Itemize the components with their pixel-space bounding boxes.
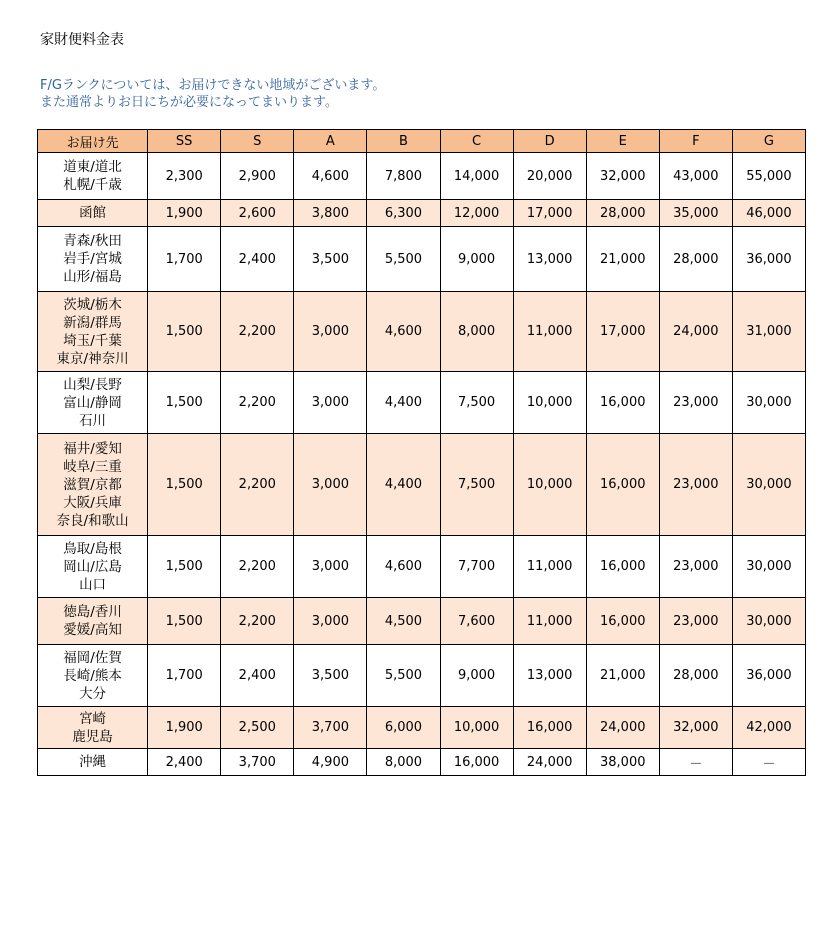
price-cell: 21,000 xyxy=(586,645,659,707)
region-name: 愛媛/高知 xyxy=(63,622,122,638)
price-cell: 1,500 xyxy=(148,434,221,536)
price-cell: 4,400 xyxy=(367,434,440,536)
table-row xyxy=(38,372,806,434)
notice-line-1: F/Gランクについては、お届けできない地域がございます。 xyxy=(40,78,386,93)
region-name: 東京/神奈川 xyxy=(56,350,129,367)
region-cell xyxy=(38,372,148,434)
price-cell: 10,000 xyxy=(513,372,586,434)
region-cell xyxy=(38,227,148,292)
price-cell: 43,000 xyxy=(659,153,732,200)
price-cell: 16,000 xyxy=(586,536,659,598)
price-cell: 1,500 xyxy=(148,536,221,598)
region-cell xyxy=(38,707,148,749)
price-cell: 24,000 xyxy=(586,707,659,749)
region-name: 福岡/佐賀 xyxy=(63,649,122,666)
price-cell: 1,900 xyxy=(148,707,221,749)
region-name: 徳島/香川 xyxy=(63,604,122,620)
region-name: 山形/福島 xyxy=(63,269,122,285)
price-cell: 30,000 xyxy=(732,434,805,536)
region-name: 奈良/和歌山 xyxy=(56,512,129,529)
price-cell: 4,900 xyxy=(294,749,367,776)
price-cell: － xyxy=(659,749,732,776)
price-cell: 3,000 xyxy=(294,598,367,645)
header-destination: お届け先 xyxy=(38,130,148,153)
region-name: 岩手/宮城 xyxy=(63,251,122,267)
header-rank-ss: SS xyxy=(148,130,221,153)
page-title: 家財便料金表 xyxy=(40,32,124,48)
region-name: 山口 xyxy=(79,576,107,593)
price-cell: 5,500 xyxy=(367,645,440,707)
price-cell: 2,400 xyxy=(148,749,221,776)
price-cell: 2,900 xyxy=(221,153,294,200)
table-row xyxy=(38,227,806,292)
header-rank-g: G xyxy=(732,130,805,153)
table-row xyxy=(38,598,806,645)
region-name: 福井/愛知 xyxy=(63,440,122,457)
price-cell: 1,500 xyxy=(148,292,221,372)
region-name: 札幌/千歳 xyxy=(63,177,122,193)
region-name: 長崎/熊本 xyxy=(63,667,122,684)
region-name: 沖縄 xyxy=(79,754,107,770)
price-cell: 30,000 xyxy=(732,372,805,434)
table-row xyxy=(38,292,806,372)
price-cell: 16,000 xyxy=(440,749,513,776)
price-cell: 2,200 xyxy=(221,372,294,434)
table-row xyxy=(38,200,806,227)
region-name: 埼玉/千葉 xyxy=(63,332,122,349)
price-cell: 16,000 xyxy=(586,598,659,645)
price-cell: 3,700 xyxy=(221,749,294,776)
region-name: 大分 xyxy=(79,685,107,702)
price-cell: 4,400 xyxy=(367,372,440,434)
region-name: 大阪/兵庫 xyxy=(63,494,122,511)
table-row xyxy=(38,645,806,707)
header-row xyxy=(38,130,806,153)
price-cell: 2,400 xyxy=(221,645,294,707)
region-name: 鹿児島 xyxy=(72,728,113,745)
price-cell: 3,000 xyxy=(294,292,367,372)
table-row xyxy=(38,434,806,536)
price-cell: － xyxy=(732,749,805,776)
price-cell: 8,000 xyxy=(367,749,440,776)
price-cell: 36,000 xyxy=(732,227,805,292)
price-cell: 16,000 xyxy=(586,372,659,434)
price-cell: 7,800 xyxy=(367,153,440,200)
price-cell: 2,200 xyxy=(221,598,294,645)
region-cell xyxy=(38,200,148,227)
price-cell: 2,200 xyxy=(221,292,294,372)
price-cell: 1,700 xyxy=(148,227,221,292)
region-cell xyxy=(38,598,148,645)
price-cell: 9,000 xyxy=(440,645,513,707)
header-rank-f: F xyxy=(659,130,732,153)
price-cell: 38,000 xyxy=(586,749,659,776)
price-cell: 7,600 xyxy=(440,598,513,645)
price-cell: 3,700 xyxy=(294,707,367,749)
region-name: 新潟/群馬 xyxy=(63,314,122,331)
region-cell xyxy=(38,153,148,200)
table-row xyxy=(38,749,806,776)
region-cell xyxy=(38,536,148,598)
price-cell: 21,000 xyxy=(586,227,659,292)
region-cell xyxy=(38,434,148,536)
price-cell: 7,500 xyxy=(440,434,513,536)
price-cell: 16,000 xyxy=(513,707,586,749)
header-rank-d: D xyxy=(513,130,586,153)
price-cell: 35,000 xyxy=(659,200,732,227)
price-cell: 12,000 xyxy=(440,200,513,227)
region-name: 宮崎 xyxy=(79,710,107,727)
price-cell: 3,000 xyxy=(294,434,367,536)
table-row xyxy=(38,536,806,598)
price-cell: 17,000 xyxy=(586,292,659,372)
price-cell: 8,000 xyxy=(440,292,513,372)
price-cell: 2,400 xyxy=(221,227,294,292)
price-cell: 3,800 xyxy=(294,200,367,227)
price-cell: 4,600 xyxy=(294,153,367,200)
region-cell xyxy=(38,645,148,707)
price-cell: 2,200 xyxy=(221,536,294,598)
price-cell: 3,500 xyxy=(294,227,367,292)
region-name: 滋賀/京都 xyxy=(63,476,122,493)
price-cell: 24,000 xyxy=(513,749,586,776)
notice-text xyxy=(40,77,385,111)
region-name: 山梨/長野 xyxy=(63,376,122,393)
price-cell: 3,000 xyxy=(294,536,367,598)
price-cell: 17,000 xyxy=(513,200,586,227)
price-cell: 24,000 xyxy=(659,292,732,372)
region-name: 函館 xyxy=(79,205,107,221)
price-cell: 4,600 xyxy=(367,292,440,372)
region-name: 岡山/広島 xyxy=(63,558,122,575)
price-cell: 10,000 xyxy=(440,707,513,749)
price-cell: 36,000 xyxy=(732,645,805,707)
price-cell: 16,000 xyxy=(586,434,659,536)
header-rank-b: B xyxy=(367,130,440,153)
price-cell: 32,000 xyxy=(659,707,732,749)
price-cell: 28,000 xyxy=(586,200,659,227)
header-rank-c: C xyxy=(440,130,513,153)
price-cell: 23,000 xyxy=(659,598,732,645)
region-name: 青森/秋田 xyxy=(63,233,122,249)
price-cell: 1,900 xyxy=(148,200,221,227)
price-cell: 1,500 xyxy=(148,598,221,645)
price-cell: 6,000 xyxy=(367,707,440,749)
price-cell: 55,000 xyxy=(732,153,805,200)
price-cell: 1,700 xyxy=(148,645,221,707)
fee-table-body xyxy=(38,153,806,776)
header-rank-s: S xyxy=(221,130,294,153)
region-name: 富山/静岡 xyxy=(63,394,122,411)
price-cell: 2,200 xyxy=(221,434,294,536)
price-cell: 11,000 xyxy=(513,536,586,598)
price-cell: 1,500 xyxy=(148,372,221,434)
price-cell: 5,500 xyxy=(367,227,440,292)
price-cell: 4,500 xyxy=(367,598,440,645)
region-name: 道東/道北 xyxy=(63,159,122,175)
price-cell: 23,000 xyxy=(659,372,732,434)
price-cell: 14,000 xyxy=(440,153,513,200)
notice-line-2: また通常よりお日にちが必要になってまいります。 xyxy=(40,95,338,110)
price-cell: 2,300 xyxy=(148,153,221,200)
price-cell: 23,000 xyxy=(659,434,732,536)
table-row xyxy=(38,153,806,200)
price-cell: 46,000 xyxy=(732,200,805,227)
price-cell: 10,000 xyxy=(513,434,586,536)
region-name: 茨城/栃木 xyxy=(63,296,122,313)
price-cell: 20,000 xyxy=(513,153,586,200)
price-cell: 30,000 xyxy=(732,598,805,645)
header-rank-a: A xyxy=(294,130,367,153)
region-cell xyxy=(38,749,148,776)
price-cell: 7,500 xyxy=(440,372,513,434)
price-cell: 3,500 xyxy=(294,645,367,707)
price-cell: 13,000 xyxy=(513,645,586,707)
region-name: 岐阜/三重 xyxy=(63,458,122,475)
price-cell: 31,000 xyxy=(732,292,805,372)
price-cell: 23,000 xyxy=(659,536,732,598)
header-rank-e: E xyxy=(586,130,659,153)
price-cell: 4,600 xyxy=(367,536,440,598)
region-name: 石川 xyxy=(79,412,107,429)
price-cell: 11,000 xyxy=(513,598,586,645)
price-cell: 9,000 xyxy=(440,227,513,292)
price-cell: 42,000 xyxy=(732,707,805,749)
price-cell: 7,700 xyxy=(440,536,513,598)
price-cell: 2,600 xyxy=(221,200,294,227)
price-cell: 28,000 xyxy=(659,645,732,707)
region-name: 鳥取/島根 xyxy=(63,540,122,557)
price-cell: 28,000 xyxy=(659,227,732,292)
price-cell: 3,000 xyxy=(294,372,367,434)
table-row xyxy=(38,707,806,749)
price-cell: 30,000 xyxy=(732,536,805,598)
fee-table xyxy=(37,129,806,776)
price-cell: 6,300 xyxy=(367,200,440,227)
price-cell: 2,500 xyxy=(221,707,294,749)
region-cell xyxy=(38,292,148,372)
price-cell: 11,000 xyxy=(513,292,586,372)
price-cell: 32,000 xyxy=(586,153,659,200)
price-cell: 13,000 xyxy=(513,227,586,292)
